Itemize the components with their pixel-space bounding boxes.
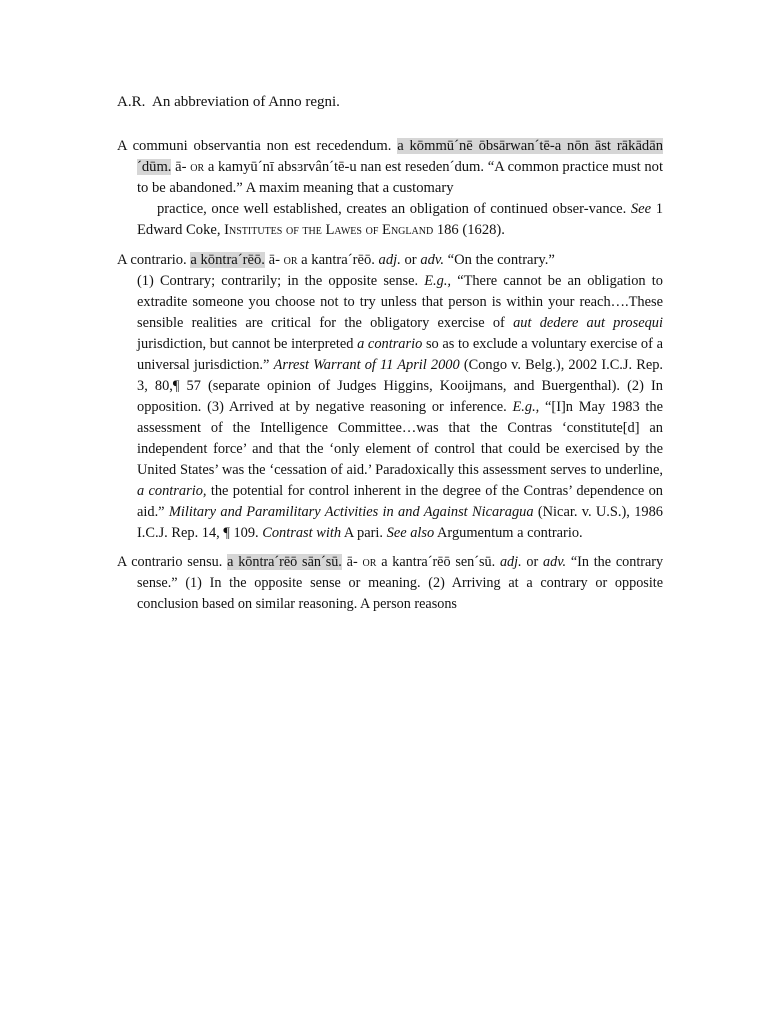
case-cite-2: (Nicar. v. U.S.), 1986 I.C.J. Rep. 14, ¶ 109.	[137, 504, 663, 541]
headword: A contrario sensu.	[117, 554, 223, 570]
definition-continued: practice, once well established, creates an obligation of continued obser-vance.	[157, 201, 627, 217]
sense-3: (3) Arrived at by negative reasoning or inference.	[207, 399, 507, 415]
quote-2c: the potential for control inherent in the degree of the Contras’ dependence on aid.”	[137, 483, 663, 520]
entry-communi-continuation	[117, 199, 663, 241]
citation-author: 1 Edward Coke,	[137, 201, 664, 238]
pos-adj: adj.	[499, 554, 522, 570]
pos-adv: adv.	[543, 554, 567, 570]
entry-ar	[117, 92, 663, 113]
pronunciation-highlighted: a kōntra´rēō.	[190, 252, 265, 268]
pos-or: or	[526, 554, 539, 570]
pronunciation-alt-prefix: ā-	[268, 252, 280, 268]
definition-start: A maxim meaning that a customary	[245, 180, 454, 196]
quote-2a: “[I]n May 1983 the assessment of the Intelligence Committee…was that the Contras ‘constitute[d] an independent force’ and that the ‘only element of control that could be exercised by the United States’ was the ‘cessation of aid.’ Paradoxically this assessment serves to underline,	[137, 399, 664, 478]
or-label: or	[190, 159, 205, 175]
sense-2: (2) Arriving at a contrary or opposite conclusion based on similar reasoning. A person reasons	[137, 575, 664, 612]
pos-or: or	[404, 252, 417, 268]
definition: An abbreviation of Anno regni.	[152, 94, 340, 110]
eg-label: E.g.,	[512, 399, 540, 415]
pronunciation-alt: a kantra´rēō.	[301, 252, 375, 268]
quote-1a: “There cannot be an obligation to extradite someone you choose not to try unless that person is within your reach….These sensible realities are critical for the obligatory exercise of	[137, 273, 663, 331]
sense-number: (1)	[137, 273, 154, 289]
sense-1: (1) In the opposite sense or meaning.	[185, 575, 421, 591]
headword: A communi observantia non est recedendum.	[117, 138, 392, 154]
pronunciation-highlighted: a kōntra´rēō sān´sū.	[227, 554, 342, 570]
translation-quote: “In the contrary sense.”	[137, 554, 664, 591]
case-title-1: Arrest Warrant of 11 April 2000	[273, 357, 460, 373]
quote-1c: jurisdiction, but cannot be interpreted	[137, 336, 354, 352]
pos-adv: adv.	[420, 252, 444, 268]
headword: A contrario.	[117, 252, 187, 268]
quote-1d: a contrario	[357, 336, 423, 352]
pronunciation-alt-prefix: ā-	[175, 159, 187, 175]
contrast-label: Contrast with	[262, 525, 342, 541]
citation-title: Institutes of the Lawes of England	[224, 222, 434, 238]
eg-label: E.g.,	[424, 273, 452, 289]
sense-2: (2) In opposition.	[137, 378, 663, 415]
entry-a-contrario	[117, 250, 663, 271]
or-label: or	[283, 252, 298, 268]
entry-a-contrario-senses	[117, 271, 663, 544]
pronunciation-alt: a kantra´rēō sen´sū.	[381, 554, 496, 570]
quote-2b: a contrario,	[137, 483, 207, 499]
sense-1: Contrary; contrarily; in the opposite sense.	[159, 273, 419, 289]
see-also-label: See also	[386, 525, 435, 541]
see-label: See	[630, 201, 652, 217]
or-label: or	[362, 554, 377, 570]
pronunciation-alt: a kamyū´nī absɜrvân´tē-u nan est reseden´dum.	[207, 159, 485, 175]
see-also-term: Argumentum a contrario.	[437, 525, 583, 541]
translation-quote: “A common practice must not to be abandoned.”	[137, 159, 664, 196]
pos-adj: adj.	[378, 252, 401, 268]
pronunciation-alt-prefix: ā-	[346, 554, 358, 570]
headword: A.R.	[117, 94, 146, 110]
translation-quote: “On the contrary.”	[447, 252, 555, 268]
case-title-2: Military and Paramilitary Activities in and Against Nicaragua	[168, 504, 534, 520]
case-cite-1: (Congo v. Belg.), 2002 I.C.J. Rep. 3, 80,¶ 57 (separate opinion of Judges Higgins, Kooijmans, and Buergenthal).	[137, 357, 664, 394]
quote-1b: aut dedere aut prosequi	[513, 315, 663, 331]
entry-communi-observantia	[117, 136, 663, 199]
citation-year: 186 (1628).	[436, 222, 505, 238]
quote-1e: so as to exclude a voluntary exercise of a universal jurisdiction.”	[137, 336, 663, 373]
dictionary-page	[117, 92, 663, 615]
contrast-term: A pari.	[343, 525, 384, 541]
entry-a-contrario-sensu	[117, 552, 663, 615]
pronunciation-highlighted: a kōmmū´nē ōbsārwan´tē-a nōn āst rākādān´dūm.	[137, 138, 664, 175]
